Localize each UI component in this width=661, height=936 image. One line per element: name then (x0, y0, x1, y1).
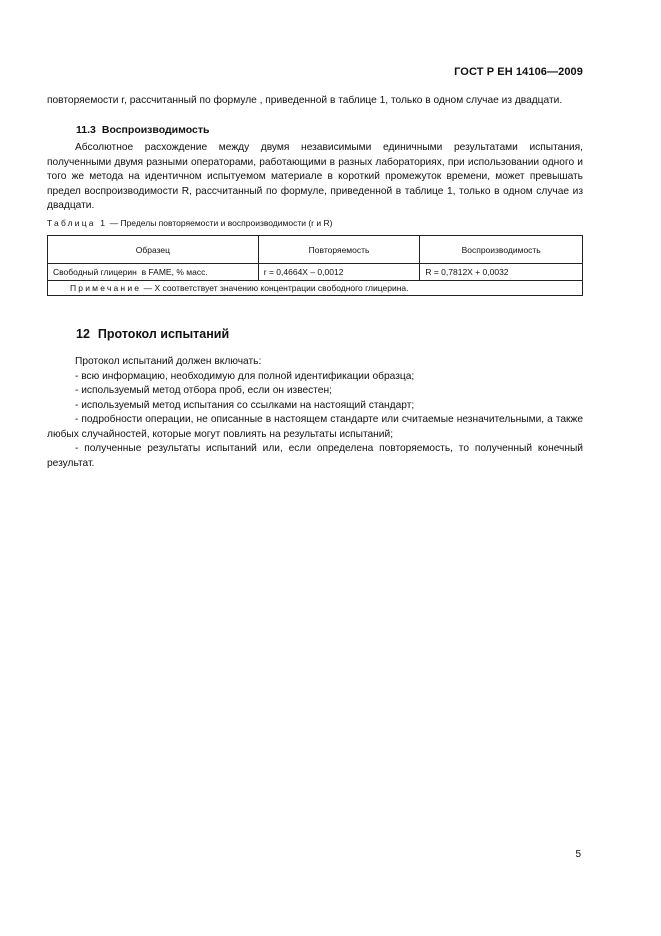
table-note (48, 281, 583, 296)
table-note-label: Примечание (70, 283, 142, 293)
table-header-cell: Воспроизводимость (420, 236, 583, 264)
table-header-cell: Повторяемость (258, 236, 420, 264)
section-number: 11.3 (76, 124, 96, 136)
table-note-row (48, 281, 583, 296)
list-item: - полученные результаты испытаний или, если определена повторяемость, то полученный конечный результат. (47, 443, 583, 469)
table-cell: r = 0,4664X – 0,0012 (258, 264, 420, 281)
list-item: - всю информацию, необходимую для полной идентификации образца; (75, 370, 415, 382)
table-caption-text: — Пределы повторяемости и воспроизводимости (r и R) (109, 218, 333, 228)
limits-table (47, 235, 583, 296)
table-cell: Свободный глицерин в FAME, % масс. (48, 264, 259, 281)
top-paragraph: повторяемости r, рассчитанный по формуле , приведенной в таблице 1, только в одном случае из двадцати. (47, 95, 563, 106)
table-caption (47, 218, 332, 228)
list-item: - подробности операции, не описанные в настоящем стандарте или считаемые незначительными, а также любых случайностей, которые могут повлиять на результаты испытаний; (47, 414, 583, 440)
section-title: Воспроизводимость (101, 124, 210, 136)
section-11-3-heading (76, 124, 209, 136)
section-title: Протокол испытаний (97, 327, 230, 341)
table-caption-label: Таблица 1 (47, 218, 108, 228)
table-header-row (48, 236, 583, 264)
section-12-heading (76, 327, 229, 341)
table-note-text: — X соответствует значению концентрации свободного глицерина. (143, 283, 409, 293)
table-row (48, 264, 583, 281)
section-11-3-paragraph: Абсолютное расхождение между двумя независимыми единичными результатами испытания, полученными двумя разными операторами, работающими в разных лабораториях, при использовании одного и того же метода на идентичном испытуемом материале в короткий промежуток времени, может превышать предел воспроизводимости R, рассчитанный по формуле, приведенной в таблице 1, только в одном случае из двадцати. (47, 142, 583, 211)
section-12-intro: Протокол испытаний должен включать: (75, 356, 262, 367)
table-cell: R = 0,7812X + 0,0032 (420, 264, 583, 281)
list-item: - используемый метод испытания со ссылками на настоящий стандарт; (75, 399, 415, 411)
section-number: 12 (76, 327, 90, 341)
list-item: - используемый метод отбора проб, если он известен; (75, 385, 332, 396)
page-number: 5 (575, 849, 581, 860)
table-header-cell: Образец (48, 236, 259, 264)
document-header: ГОСТ Р ЕН 14106—2009 (454, 66, 583, 78)
section-12-body (47, 355, 583, 471)
